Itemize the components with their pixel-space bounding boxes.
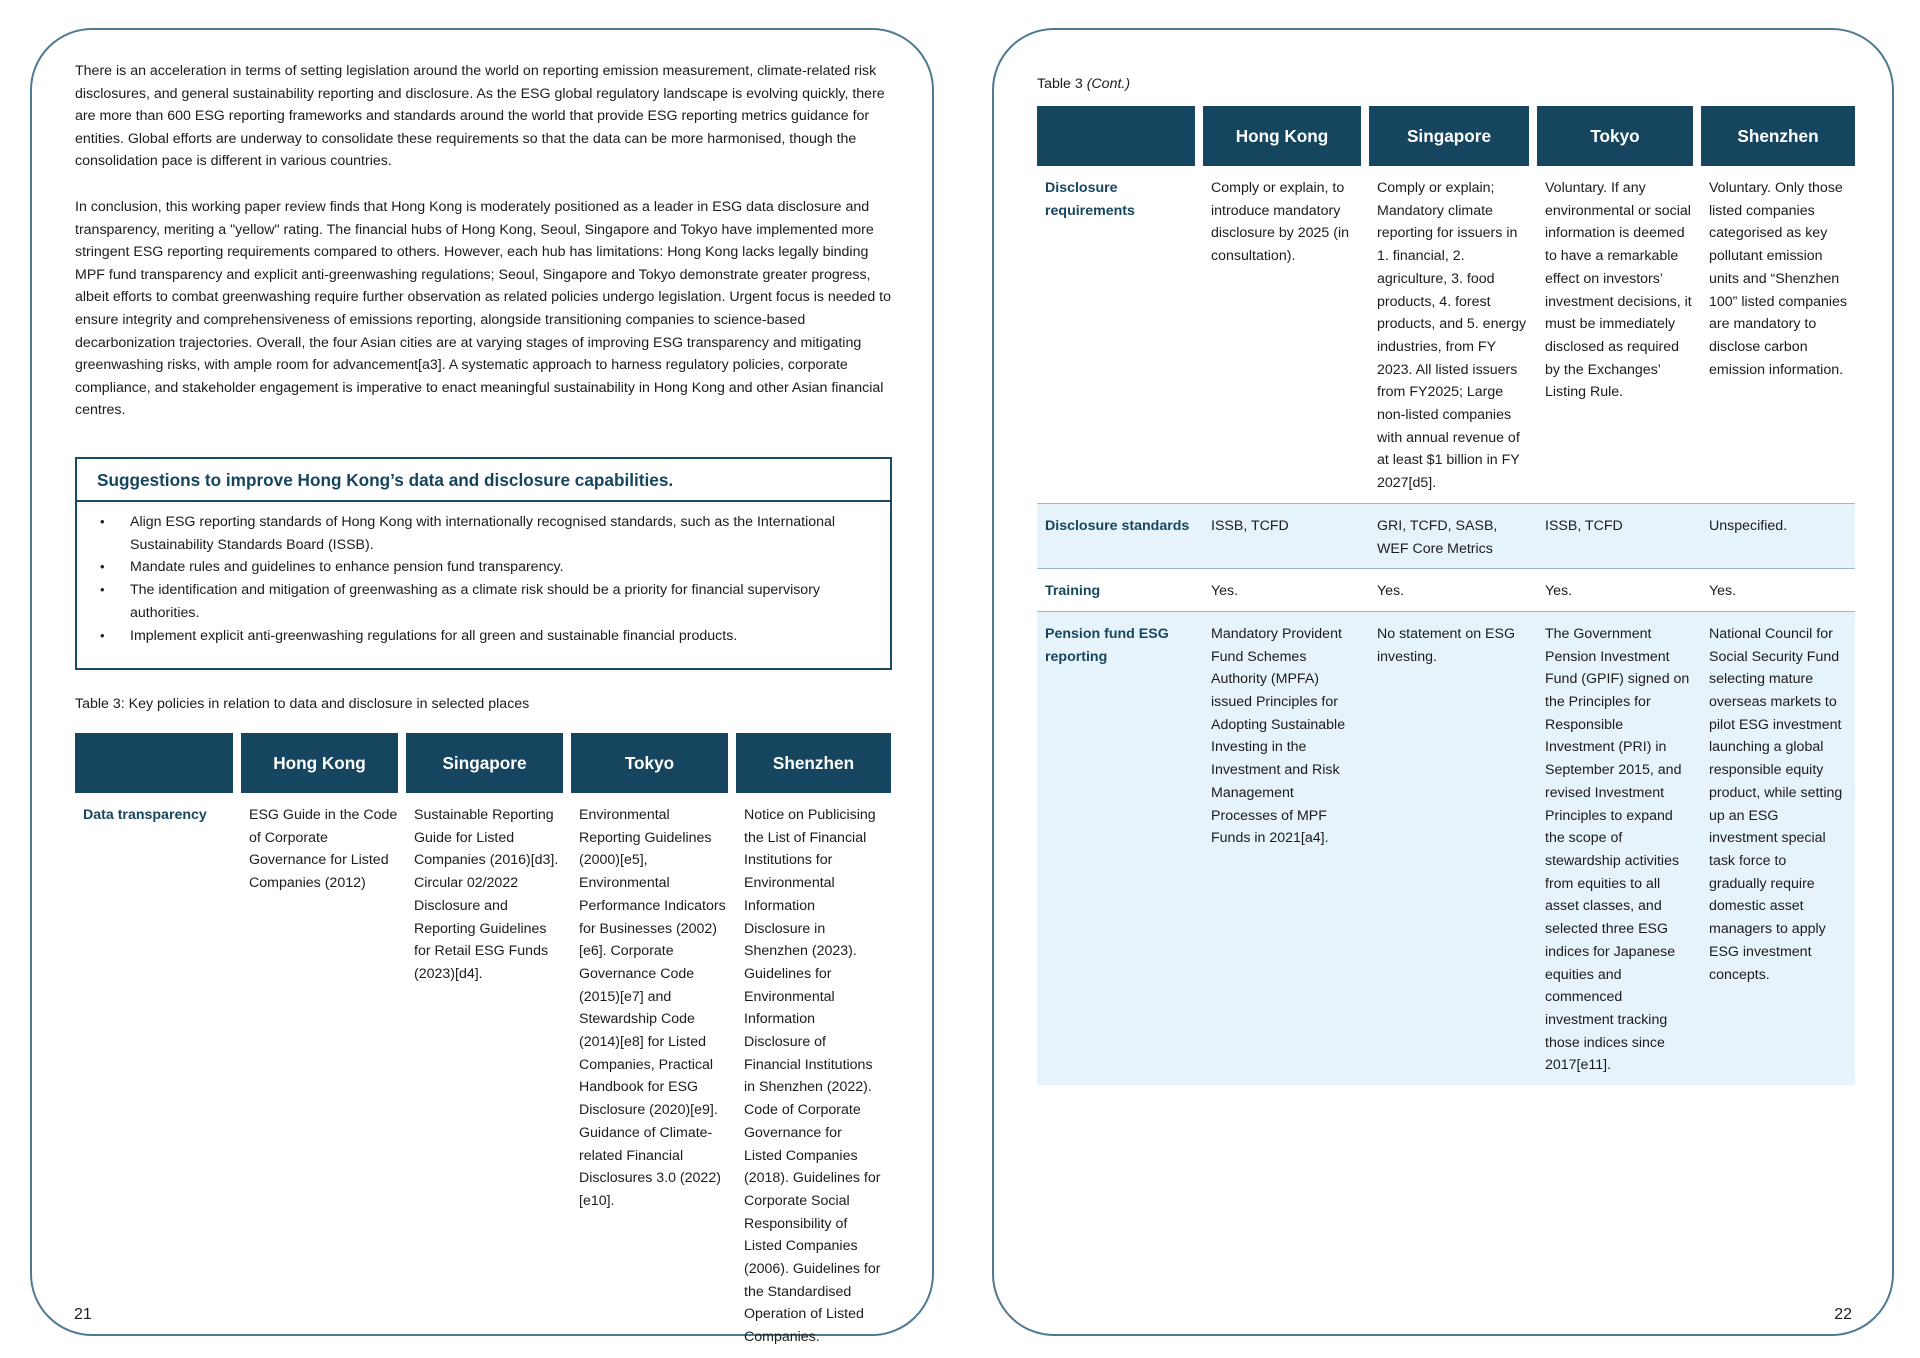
header-cell-singapore: Singapore bbox=[1369, 106, 1537, 166]
table-row-training bbox=[1037, 569, 1855, 612]
table-cell: No statement on ESG investing. bbox=[1369, 612, 1537, 1085]
table-cell: National Council for Social Security Fund selecting mature overseas markets to pilot ESG investment launching a global responsible equity product, while setting up an ESG investment special task force to gradually require domestic asset managers to apply ESG investment concepts. bbox=[1701, 612, 1855, 1085]
table-cell: Mandatory Provident Fund Schemes Authority (MPFA) issued Principles for Adopting Sustainable Investing in the Investment and Risk Management Processes of MPF Funds in 2021[a4]. bbox=[1203, 612, 1369, 1085]
header-cell-hong-kong: Hong Kong bbox=[241, 733, 406, 793]
conclusion-paragraph: In conclusion, this working paper review finds that Hong Kong is moderately positioned as a leader in ESG data disclosure and transparency, meriting a "yellow" rating. The financial hubs of Hong Kong, Seoul, Singapore and Tokyo have implemented more stringent ESG reporting requirements compared to others. However, each hub has limitations: Hong Kong lacks legally binding MPF fund transparency and explicit anti-greenwashing regulations; Seoul, Singapore and Tokyo demonstrate greater progress, albeit efforts to combat greenwashing require further observation as related policies undergo legislation. Urgent focus is needed to ensure integrity and comprehensiveness of emissions reporting, alongside transitioning companies to science-based decarbonization trajectories. Overall, the four Asian cities are at varying stages of improving ESG transparency and mitigating greenwashing risks, with ample room for advancement[a3]. A systematic approach to harness regulatory policies, corporate compliance, and stakeholder engagement is imperative to enact meaningful sustainability in Hong Kong and other Asian financial centres. bbox=[75, 199, 892, 419]
page-number: 21 bbox=[74, 1306, 92, 1323]
row-label: Training bbox=[1037, 569, 1203, 612]
table-cell: ISSB, TCFD bbox=[1537, 504, 1701, 569]
table-row-data-transparency bbox=[75, 793, 891, 1357]
suggestions-box bbox=[75, 457, 892, 670]
header-cell-tokyo: Tokyo bbox=[1537, 106, 1701, 166]
table-cell: The Government Pension Investment Fund (GPIF) signed on the Principles for Responsible Investment (PRI) in September 2015, and revised Investment Principles to expand the scope of stewardship activities from equities to all asset classes, and selected three ESG indices for Japanese equities and commenced investment tracking those indices since 2017[e11]. bbox=[1537, 612, 1701, 1085]
header-cell-blank bbox=[1037, 106, 1203, 166]
suggestions-list bbox=[77, 502, 890, 647]
intro-paragraph: There is an acceleration in terms of setting legislation around the world on reporting emission measurement, climate-related risk disclosures, and general sustainability reporting and disclosure. As the ESG global regulatory landscape is evolving quickly, there are more than 600 ESG reporting frameworks and standards around the world that provide ESG reporting metrics guidance for entities. Global efforts are underway to consolidate these requirements so that the data can be more harmonised, though the consolidation pace is different in various countries. bbox=[75, 63, 885, 170]
table-cell: GRI, TCFD, SASB, WEF Core Metrics bbox=[1369, 504, 1537, 569]
row-label: Disclosure requirements bbox=[1037, 166, 1203, 504]
table-cell: Yes. bbox=[1203, 569, 1369, 612]
table-header-row bbox=[75, 733, 891, 793]
suggestion-item: • Align ESG reporting standards of Hong Kong with internationally recognised standards, such as the International Sustainability Standards Board (ISSB). bbox=[97, 511, 870, 556]
table-cell: Yes. bbox=[1369, 569, 1537, 612]
page-number: 22 bbox=[1834, 1306, 1852, 1323]
header-cell-shenzhen: Shenzhen bbox=[1701, 106, 1855, 166]
table-cell: Comply or explain; Mandatory climate reporting for issuers in 1. financial, 2. agriculture, 3. food products, 4. forest products, and 5. energy industries, from FY 2023. All listed issuers from FY2025; Large non-listed companies with annual revenue of at least $1 billion in FY 2027[d5]. bbox=[1369, 166, 1537, 504]
table-caption: Table 3: Key policies in relation to data and disclosure in selected places bbox=[75, 696, 530, 712]
row-label: Data transparency bbox=[83, 807, 207, 823]
table-cell: Yes. bbox=[1701, 569, 1855, 612]
table-caption-prefix: Table 3 bbox=[1037, 76, 1083, 92]
left-page bbox=[30, 28, 934, 1346]
header-cell-hong-kong: Hong Kong bbox=[1203, 106, 1369, 166]
table-cell: Unspecified. bbox=[1701, 504, 1855, 569]
table-cell: Comply or explain, to introduce mandatory disclosure by 2025 (in consultation). bbox=[1203, 166, 1369, 504]
header-cell-blank bbox=[75, 733, 241, 793]
table-cell: Voluntary. If any environmental or social information is deemed to have a remarkable effect on investors’ investment decisions, it must be immediately disclosed as required by the Exchanges’ Listing Rule. bbox=[1537, 166, 1701, 504]
suggestion-item: • Mandate rules and guidelines to enhance pension fund transparency. bbox=[97, 556, 870, 579]
table-cell: Environmental Reporting Guidelines (2000)[e5], Environmental Performance Indicators for Businesses (2002)[e6]. Corporate Governance Code (2015)[e7] and Stewardship Code (2014)[e8] for Listed Companies, Practical Handbook for ESG Disclosure (2020)[e9]. Guidance of Climate-related Financial Disclosures 3.0 (2022)[e10]. bbox=[579, 807, 726, 1209]
table-cell: Yes. bbox=[1537, 569, 1701, 612]
table-cell: Voluntary. Only those listed companies categorised as key pollutant emission units and “Shenzhen 100” listed companies are mandatory to disclose carbon emission information. bbox=[1701, 166, 1855, 504]
table-caption-suffix: (Cont.) bbox=[1086, 76, 1131, 92]
header-cell-shenzhen: Shenzhen bbox=[736, 733, 891, 793]
policy-table bbox=[75, 733, 891, 1357]
header-cell-tokyo: Tokyo bbox=[571, 733, 736, 793]
row-label: Disclosure standards bbox=[1037, 504, 1203, 569]
table-header-row bbox=[1037, 106, 1855, 166]
suggestion-item: • Implement explicit anti-greenwashing regulations for all green and sustainable financial products. bbox=[97, 625, 870, 648]
table-cell: Sustainable Reporting Guide for Listed Companies (2016)[d3]. Circular 02/2022 Disclosure and Reporting Guidelines for Retail ESG Funds (2023)[d4]. bbox=[414, 807, 559, 982]
table-row-disclosure-requirements bbox=[1037, 166, 1855, 504]
table-cell: Notice on Publicising the List of Financial Institutions for Environmental Information Disclosure in Shenzhen (2023). Guidelines for Environmental Information Disclosure of Financial Institutions in Shenzhen (2022). Code of Corporate Governance for Listed Companies (2018). Guidelines for Corporate Social Responsibility of Listed Companies (2006). Guidelines for the Standardised Operation of Listed Companies. bbox=[744, 807, 881, 1346]
table-caption bbox=[1037, 76, 1130, 92]
suggestions-title: Suggestions to improve Hong Kong’s data and disclosure capabilities. bbox=[77, 459, 890, 502]
table-cell: ESG Guide in the Code of Corporate Governance for Listed Companies (2012) bbox=[249, 807, 398, 892]
right-page bbox=[992, 28, 1894, 1336]
table-row-disclosure-standards bbox=[1037, 504, 1855, 569]
row-label: Pension fund ESG reporting bbox=[1037, 612, 1203, 1085]
policy-table-continued bbox=[1037, 106, 1855, 1085]
header-cell-singapore: Singapore bbox=[406, 733, 571, 793]
table-row-pension-fund-esg-reporting bbox=[1037, 612, 1855, 1085]
suggestion-item: • The identification and mitigation of greenwashing as a climate risk should be a priority for financial supervisory authorities. bbox=[97, 579, 870, 624]
table-cell: ISSB, TCFD bbox=[1203, 504, 1369, 569]
